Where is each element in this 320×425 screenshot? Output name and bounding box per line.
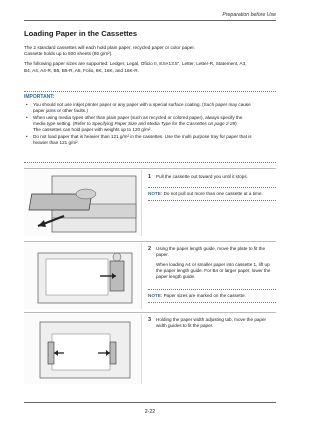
page-title: Loading Paper in the Cassettes	[24, 29, 138, 38]
list-item	[24, 102, 280, 114]
cross-reference-link[interactable]: Specifying Paper Size and Media Type for the Cassettes on page 2-28	[91, 121, 236, 126]
step-text: Using the paper length guide, move the plate to fit the paper.	[156, 246, 266, 257]
item-text: )	[235, 121, 237, 126]
item-line: heavier than 121 g/m².	[33, 140, 79, 145]
paper-length-guide-illustration	[24, 243, 142, 309]
item-line: The cassettes can hold paper with weights up to 120 g/m².	[33, 127, 152, 132]
step-3	[148, 317, 276, 329]
note-text: Do not pull out more than one cassette at a time.	[162, 191, 263, 196]
step-text: Pull the cassette out toward you until it stops.	[156, 174, 248, 179]
printer-cassette-illustration	[24, 170, 142, 236]
step-extra-text: When loading A4 or smaller paper into cassette 1, lift up the paper length guide. For B4 or larger paper, lower the paper length guide.	[156, 261, 271, 279]
step-number: 2	[148, 246, 151, 252]
footer-divider	[24, 402, 276, 403]
width-guide-icon	[24, 314, 141, 384]
step-body	[156, 246, 276, 280]
important-bottom-rule	[24, 162, 276, 163]
step-number: 3	[148, 317, 151, 323]
intro-line: The 2 standard cassettes will each hold plain paper, recycled paper or color paper.	[24, 45, 195, 50]
important-top-rule	[24, 91, 276, 92]
intro-paragraph-2	[24, 61, 279, 74]
item-line: • When using media types other than plain paper (such as recycled or colored paper), always specify the	[33, 115, 243, 120]
item-line: • You should not use inkjet printer paper or any paper with a special surface coating. (Such paper may cause	[33, 102, 251, 107]
intro-text	[24, 45, 279, 78]
list-item	[24, 115, 280, 133]
step-divider	[24, 168, 276, 169]
item-line: • Do not load paper that is heavier than 121 g/m² in the cassettes. Use the multi purpose tray for paper that is	[33, 134, 252, 139]
length-guide-icon	[24, 243, 141, 309]
note-box	[148, 289, 276, 303]
note-box	[148, 187, 276, 201]
important-title: IMPORTANT:	[24, 94, 55, 100]
intro-line: The following paper sizes are supported: Ledger, Legal, Oficio II, 8.5×13.5", Letter, Letter-R, Statement, A3,	[24, 61, 247, 67]
intro-line: Cassette holds up to 500 sheets (80 g/m²).	[24, 51, 113, 57]
note-label: NOTE:	[148, 293, 163, 298]
step-divider	[24, 312, 276, 313]
step-divider	[24, 241, 276, 242]
page-number: 2-22	[144, 409, 156, 415]
note-text: Paper sizes are marked on the cassette.	[162, 293, 246, 298]
paper-width-guide-illustration	[24, 314, 142, 384]
step-2	[148, 246, 276, 283]
list-item	[24, 134, 280, 146]
note-label: NOTE:	[148, 191, 163, 196]
important-list	[24, 102, 280, 147]
intro-paragraph-1	[24, 45, 279, 58]
item-text: media type setting. (Refer to	[33, 121, 92, 126]
item-line: paper jams or other faults.)	[33, 108, 88, 113]
section-title: Preparation before Use	[222, 12, 276, 18]
intro-line: B4, A4, A4-R, B5, B5-R, A5, Folio, 8K, 16K, and 16K-R.	[24, 67, 139, 73]
step-1	[148, 174, 276, 180]
step-text: Holding the paper width adjusting tab, move the paper width guides to fit the paper.	[156, 317, 267, 328]
step-number: 1	[148, 174, 151, 180]
cassette-pull-icon	[24, 170, 141, 236]
header-divider	[24, 20, 276, 21]
